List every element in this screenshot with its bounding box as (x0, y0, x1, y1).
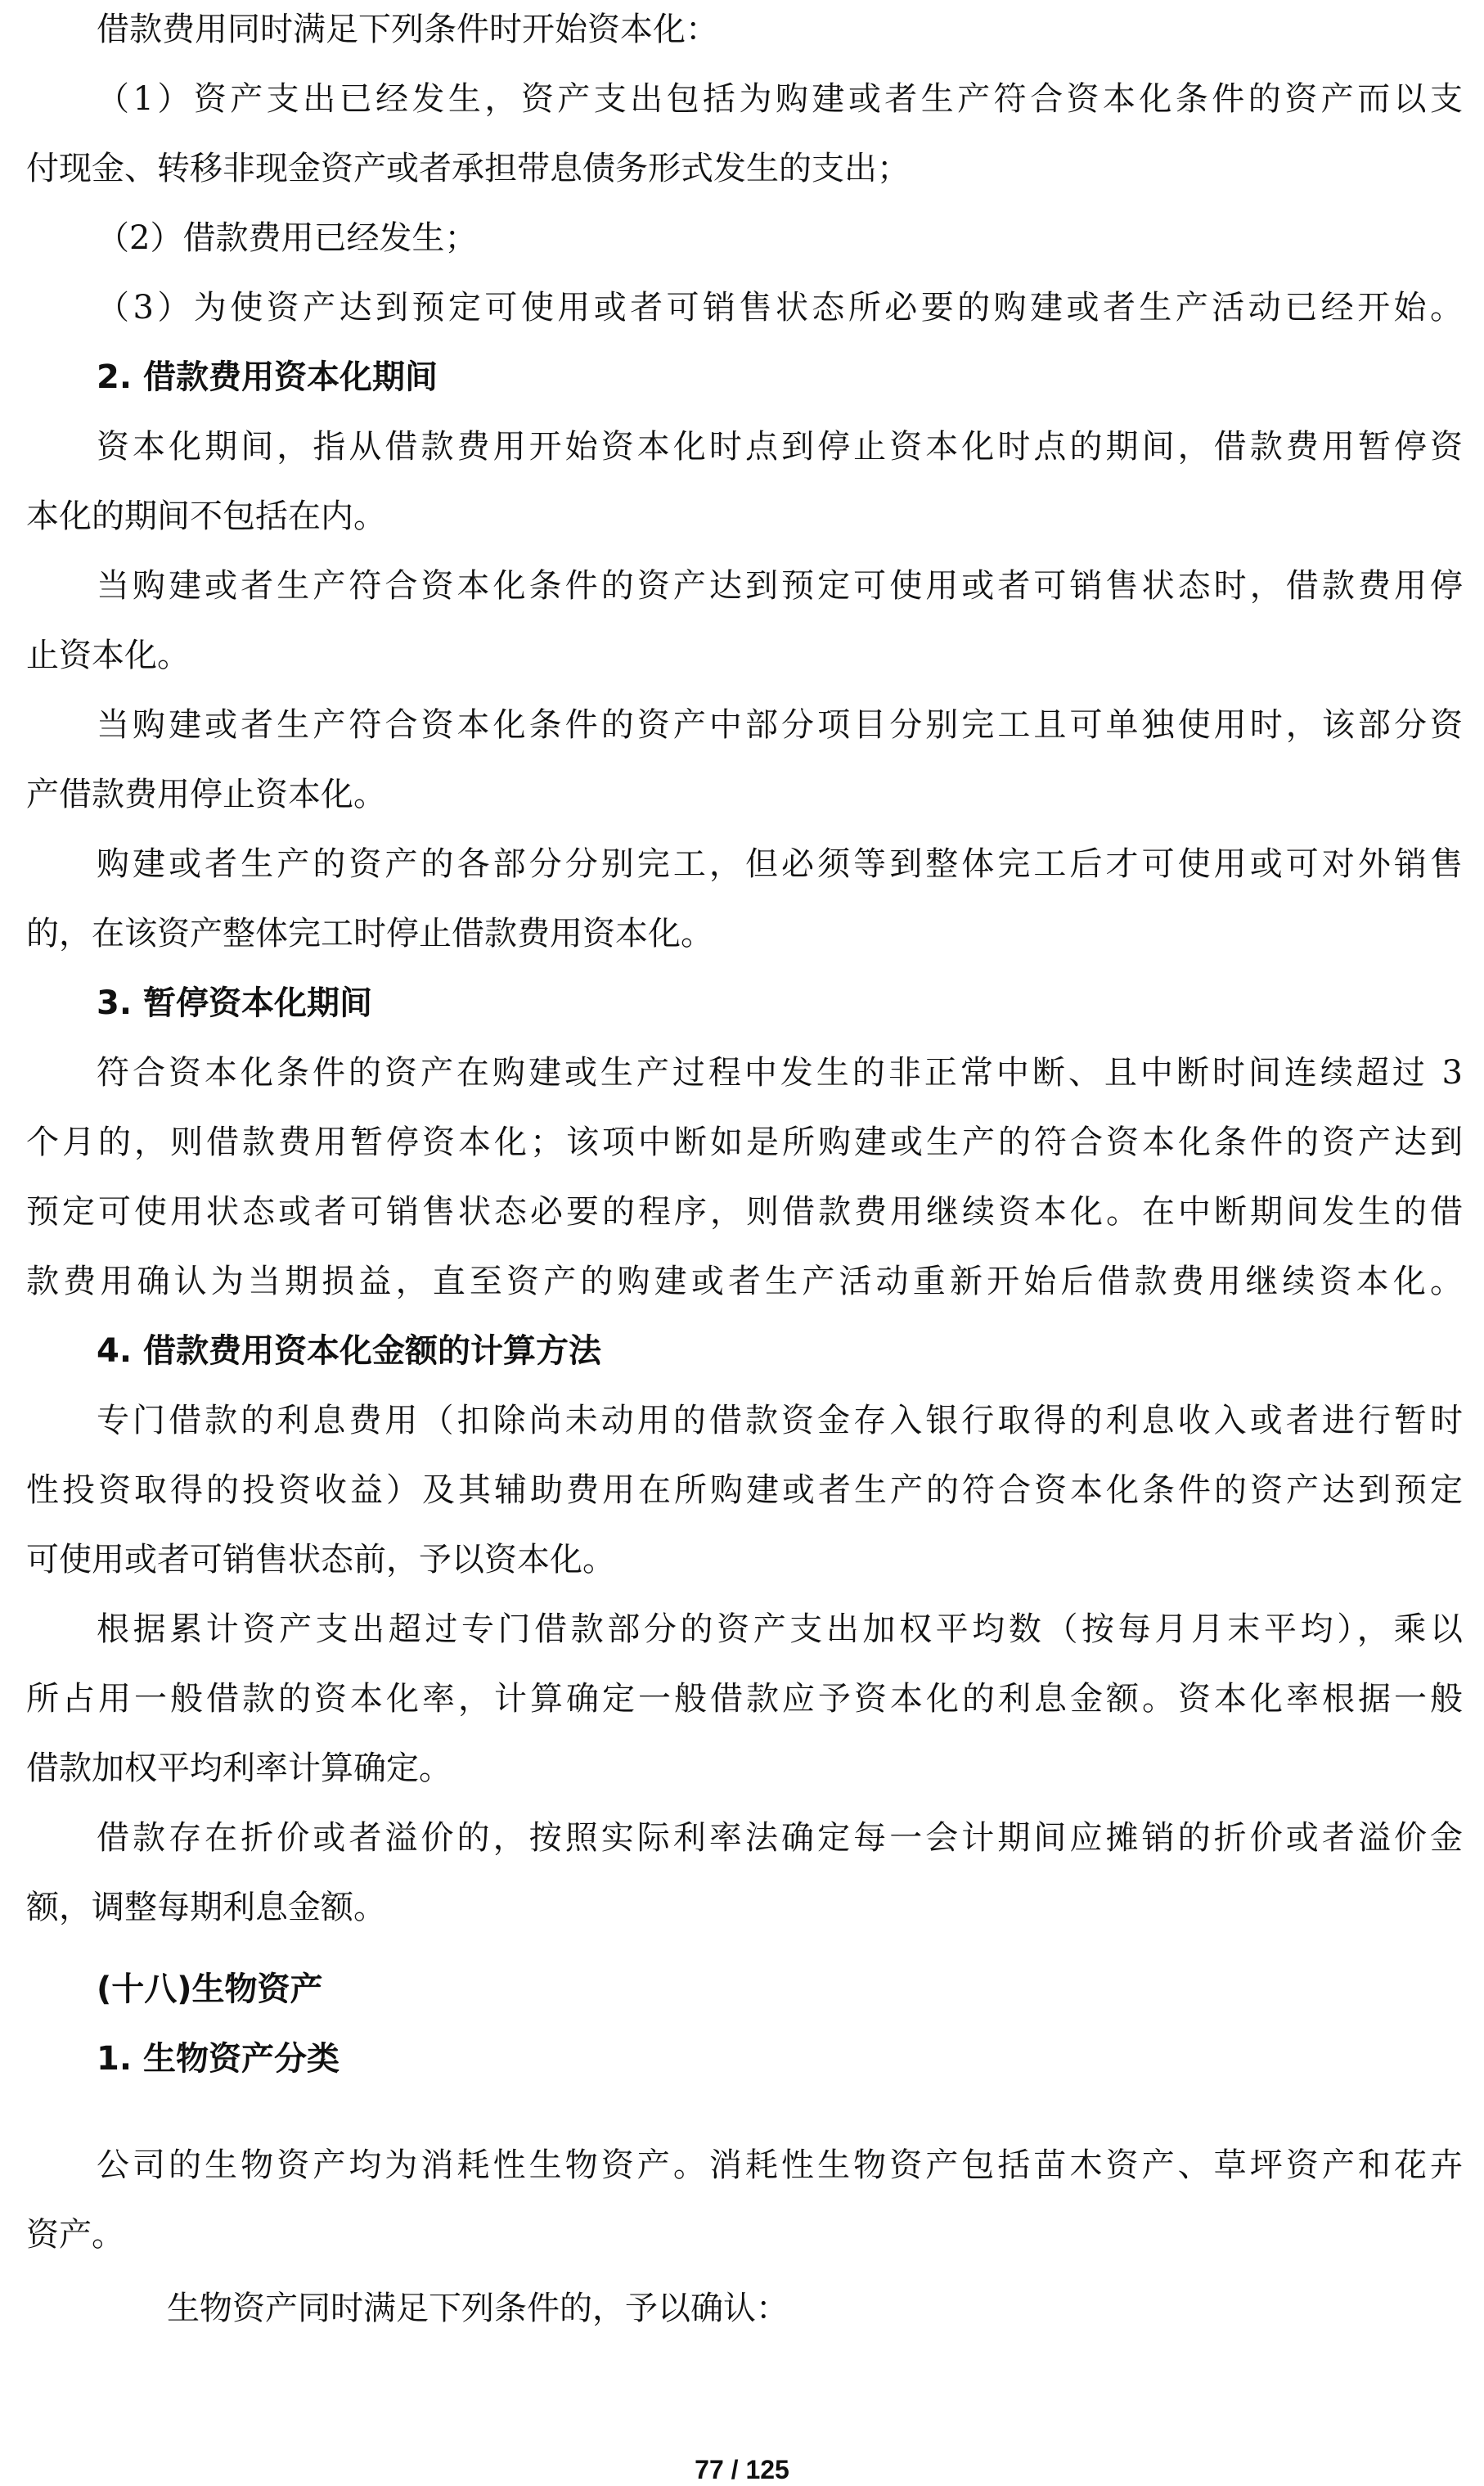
paragraph-line: 性投资取得的投资收益）及其辅助费用在所购建或者生产的符合资本化条件的资产达到预定 (26, 1471, 1463, 1509)
paragraph-line: 本化的期间不包括在内。 (26, 498, 386, 535)
paragraph-line: 根据累计资产支出超过专门借款部分的资产支出加权平均数（按每月月末平均），乘以 (97, 1610, 1463, 1648)
paragraph-line: 所占用一般借款的资本化率，计算确定一般借款应予资本化的利息金额。资本化率根据一般 (26, 1680, 1463, 1718)
paragraph-line: 的，在该资产整体完工时停止借款费用资本化。 (26, 915, 713, 953)
paragraph-line: 借款加权平均利率计算确定。 (26, 1750, 452, 1787)
paragraph-line: 借款费用同时满足下列条件时开始资本化： (97, 11, 718, 48)
paragraph-line: （1）资产支出已经发生，资产支出包括为购建或者生产符合资本化条件的资产而以支 (97, 80, 1463, 118)
paragraph-line: 个月的，则借款费用暂停资本化；该项中断如是所购建或生产的符合资本化条件的资产达到 (26, 1124, 1463, 1161)
paragraph-line: （2）借款费用已经发生； (97, 219, 478, 257)
paragraph-line: 额，调整每期利息金额。 (26, 1889, 386, 1926)
paragraph-line: 符合资本化条件的资产在购建或生产过程中发生的非正常中断、且中断时间连续超过 3 (97, 1054, 1463, 1092)
paragraph-line: 借款存在折价或者溢价的，按照实际利率法确定每一会计期间应摊销的折价或者溢价金 (97, 1819, 1463, 1857)
paragraph-line: 当购建或者生产符合资本化条件的资产中部分项目分别完工且可单独使用时，该部分资 (97, 706, 1463, 744)
paragraph-line: 资本化期间，指从借款费用开始资本化时点到停止资本化时点的期间，借款费用暂停资 (97, 428, 1463, 466)
section-heading: 3. 暂停资本化期间 (97, 984, 372, 1022)
paragraph-line: 生物资产同时满足下列条件的，予以确认： (167, 2290, 789, 2327)
paragraph-line: 付现金、转移非现金资产或者承担带息债务形式发生的支出； (26, 150, 910, 187)
paragraph-line: 款费用确认为当期损益，直至资产的购建或者生产活动重新开始后借款费用继续资本化。 (26, 1263, 1463, 1300)
paragraph-line: 资产。 (26, 2216, 124, 2254)
section-heading: (十八)生物资产 (97, 1970, 323, 2008)
page-number: 77 / 125 (695, 2455, 789, 2484)
subsection-heading: 1. 生物资产分类 (97, 2040, 340, 2078)
section-heading: 4. 借款费用资本化金额的计算方法 (97, 1332, 601, 1370)
paragraph-line: 专门借款的利息费用（扣除尚未动用的借款资金存入银行取得的利息收入或者进行暂时 (97, 1402, 1463, 1439)
paragraph-line: 可使用或者可销售状态前，予以资本化。 (26, 1541, 615, 1579)
paragraph-line: 购建或者生产的资产的各部分分别完工，但必须等到整体完工后才可使用或可对外销售 (97, 845, 1463, 883)
paragraph-line: 当购建或者生产符合资本化条件的资产达到预定可使用或者可销售状态时，借款费用停 (97, 567, 1463, 605)
paragraph-line: 公司的生物资产均为消耗性生物资产。消耗性生物资产包括苗木资产、草坪资产和花卉 (97, 2146, 1463, 2184)
paragraph-line: （3）为使资产达到预定可使用或者可销售状态所必要的购建或者生产活动已经开始。 (97, 289, 1463, 327)
section-heading: 2. 借款费用资本化期间 (97, 358, 438, 396)
paragraph-line: 产借款费用停止资本化。 (26, 776, 386, 813)
paragraph-line: 预定可使用状态或者可销售状态必要的程序，则借款费用继续资本化。在中断期间发生的借 (26, 1193, 1463, 1231)
paragraph-line: 止资本化。 (26, 637, 190, 674)
